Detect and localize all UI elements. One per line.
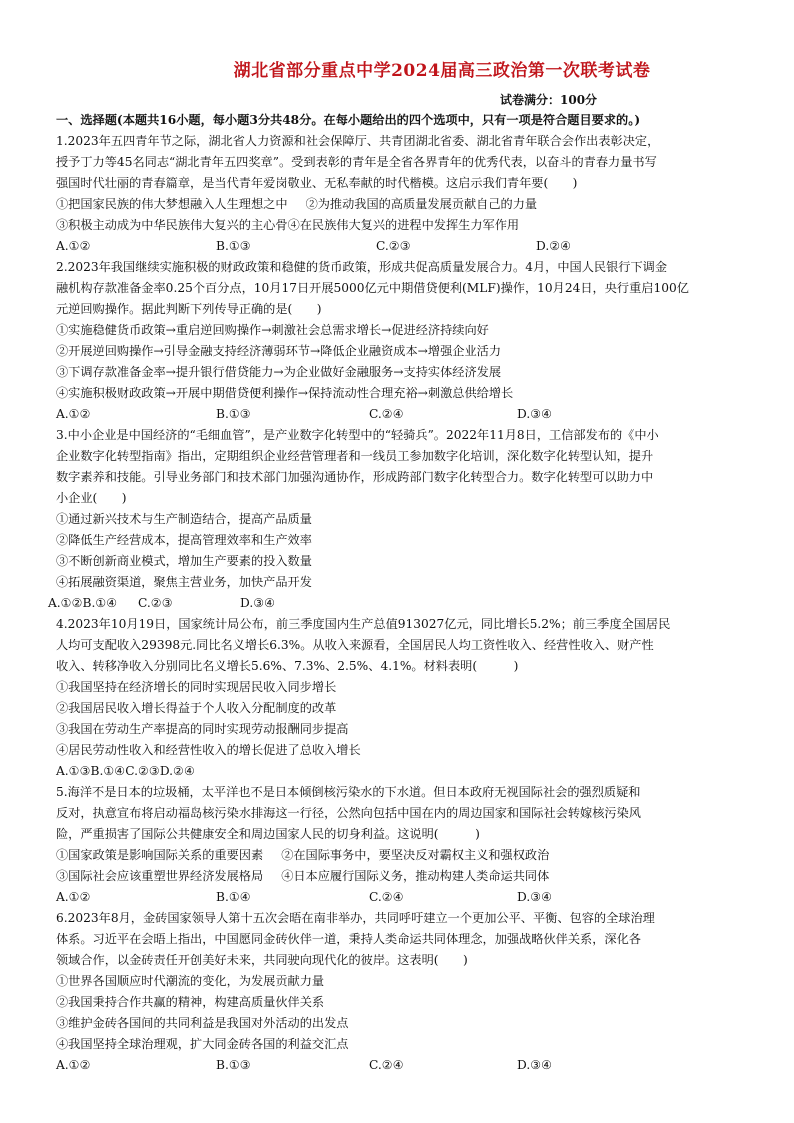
choice-a[interactable]: A.①②: [56, 239, 91, 253]
section-heading: 一、选择题(本题共16小题，每小题3分共48分。在每小题给出的四个选项中，只有一项是符合题目要求的。): [56, 113, 641, 127]
question-line: 强国时代壮丽的青春篇章，是当代青年爱岗敬业、无私奉献的时代楷模。这启示我们青年要( ): [56, 176, 578, 190]
choice-d[interactable]: D.③④: [517, 890, 553, 904]
answer-choices: [48, 593, 746, 614]
question-line: 反对，执意宣布将启动福岛核污染水排海这一行径，公然向包括中国在内的周边国家和国际社会转嫁核污染风: [56, 806, 641, 820]
question-line: 领域合作，以金砖责任开创美好未来，共同驶向现代化的彼岸。这表明( ): [56, 953, 468, 967]
choice-c[interactable]: C.②③: [138, 596, 173, 610]
choice-c[interactable]: C.②③: [376, 239, 411, 253]
choice-b[interactable]: B.①③: [216, 407, 251, 421]
choice-d[interactable]: D.③④: [240, 596, 276, 610]
question-line: 3.中小企业是中国经济的“毛细血管”，是产业数字化转型中的“轻骑兵”。2022年11月8日，工信部发布的《中小: [56, 428, 659, 442]
option-item: ③我国在劳动生产率提高的同时实现劳动报酬同步提高: [56, 722, 349, 736]
question-line: 人均可支配收入29398元.同比名义增长6.3%。从收入来源看，全国居民人均工资性收入、经营性收入、财产性: [56, 638, 654, 652]
choice-b[interactable]: B.①③: [216, 239, 251, 253]
choice-d[interactable]: D.③④: [517, 1058, 553, 1072]
choice-b[interactable]: B.①④: [216, 890, 251, 904]
choice-b[interactable]: B.①③: [216, 1058, 251, 1072]
question-line: 企业数字化转型指南》指出，定期组织企业经营管理者和一线员工参加数字化培训，深化数字化转型认知，提升: [56, 449, 654, 463]
choice-a[interactable]: A.①②: [56, 407, 91, 421]
option-item: ①通过新兴技术与生产制造结合，提高产品质量: [56, 512, 312, 526]
question-line: 6.2023年8月，金砖国家领导人第十五次会晤在南非举办，共同呼吁建立一个更加公平、平衡、包容的全球治理: [56, 911, 655, 925]
question-line: 元逆回购操作。据此判断下列传导正确的是( ): [56, 302, 322, 316]
question-2: [56, 257, 746, 425]
answer-choices: [56, 404, 746, 425]
choice-a[interactable]: A.①②: [56, 890, 91, 904]
option-item: ②降低生产经营成本，提高管理效率和生产效率: [56, 533, 312, 547]
exam-content: [48, 110, 746, 1076]
option-item: ②我国居民收入增长得益于个人收入分配制度的改革: [56, 701, 337, 715]
option-item: ②开展逆回购操作→引导金融支持经济薄弱环节→降低企业融资成本→增强企业活力: [56, 344, 502, 358]
answer-choices: [56, 887, 746, 908]
question-1: [56, 131, 746, 257]
choice-c[interactable]: C.②④: [369, 1058, 404, 1072]
option-item: ③积极主动成为中华民族伟大复兴的主心骨: [56, 218, 288, 232]
question-line: 4.2023年10月19日，国家统计局公布，前三季度国内生产总值913027亿元，同比增长5.2%；前三季度全国居民: [56, 617, 671, 631]
option-item: ②我国秉持合作共赢的精神，构建高质量伙伴关系: [56, 995, 325, 1009]
option-item: ①把国家民族的伟大梦想融入人生理想之中: [56, 197, 288, 211]
option-item: ②为推动我国的高质量发展贡献自己的力量: [305, 197, 538, 211]
question-4: [56, 614, 746, 782]
option-row: [56, 215, 746, 236]
question-line: 数字素养和技能。引导业务部门和技术部门加强沟通协作，形成跨部门数字化转型合力。数字化转型可以助力中: [56, 470, 654, 484]
question-6: [56, 908, 746, 1076]
option-row: [56, 866, 746, 887]
question-line: 1.2023年五四青年节之际，湖北省人力资源和社会保障厅、共青团湖北省委、湖北省青年联合会作出表彰决定，: [56, 134, 660, 148]
option-item: ③国际社会应该重塑世界经济发展格局: [56, 869, 264, 883]
option-item: ①国家政策是影响国际关系的重要因素: [56, 848, 264, 862]
question-line: 险，严重损害了国际公共健康安全和周边国家人民的切身利益。这说明( ): [56, 827, 480, 841]
choice-c[interactable]: C.②④: [369, 407, 404, 421]
answer-choices: [56, 236, 746, 257]
option-item: ④实施积极财政政策→开展中期借贷便利操作→保持流动性合理充裕→刺激总供给增长: [56, 386, 514, 400]
option-item: ③维护金砖各国间的共同利益是我国对外活动的出发点: [56, 1016, 349, 1030]
option-item: ④我国坚持全球治理观，扩大同金砖各国的利益交汇点: [56, 1037, 349, 1051]
choice-a[interactable]: A.①②: [56, 1058, 91, 1072]
question-5: [56, 782, 746, 908]
question-line: 收入、转移净收入分别同比名义增长5.6%、7.3%、2.5%、4.1%。材料表明( ): [56, 659, 519, 673]
option-item: ①实施稳健货币政策→重启逆回购操作→刺激社会总需求增长→促进经济持续向好: [56, 323, 489, 337]
question-line: 授予丁力等45名同志“湖北青年五四奖章”。受到表彰的青年是全省各界青年的优秀代表，以奋斗的青春力量书写: [56, 155, 657, 169]
choice-d[interactable]: D.③④: [517, 407, 553, 421]
choice-a-b[interactable]: A.①②B.①④: [48, 596, 118, 610]
option-item: ④拓展融资渠道，聚焦主营业务，加快产品开发: [56, 575, 312, 589]
option-item: ④居民劳动性收入和经营性收入的增长促进了总收入增长: [56, 743, 361, 757]
option-item: ③不断创新商业模式，增加生产要素的投入数量: [56, 554, 312, 568]
answer-choices: [56, 1055, 746, 1076]
choice-d[interactable]: D.②④: [536, 239, 572, 253]
question-line: 融机构存款准备金率0.25个百分点，10月17日开展5000亿元中期借贷便利(MLF)操作，10月24日，央行重启100亿: [56, 281, 689, 295]
question-3: [48, 425, 746, 614]
score-note: 试卷满分：100分: [500, 93, 598, 107]
option-item: ④日本应履行国际义务，推动构建人类命运共同体: [281, 869, 550, 883]
question-line: 2.2023年我国继续实施积极的财政政策和稳健的货币政策，形成共促高质量发展合力。4月，中国人民银行下调金: [56, 260, 668, 274]
question-line: 5.海洋不是日本的垃圾桶，太平洋也不是日本倾倒核污染水的下水道。但日本政府无视国际社会的强烈质疑和: [56, 785, 641, 799]
option-item: ③下调存款准备金率→提升银行借贷能力→为企业做好金融服务→支持实体经济发展: [56, 365, 502, 379]
option-item: ④在民族伟大复兴的进程中发挥生力军作用: [287, 218, 520, 232]
question-line: 小企业( ): [56, 491, 127, 505]
option-item: ②在国际事务中，要坚决反对霸权主义和强权政治: [281, 848, 550, 862]
answer-choices[interactable]: A.①③B.①④C.②③D.②④: [56, 764, 195, 778]
choice-c[interactable]: C.②④: [369, 890, 404, 904]
option-row: [56, 194, 746, 215]
option-row: [56, 845, 746, 866]
question-line: 体系。习近平在会晤上指出，中国愿同金砖伙伴一道，秉持人类命运共同体理念，加强战略伙伴关系，深化各: [56, 932, 641, 946]
exam-title: 湖北省部分重点中学2024届高三政治第一次联考试卷: [233, 61, 651, 81]
option-item: ①我国坚持在经济增长的同时实现居民收入同步增长: [56, 680, 337, 694]
option-item: ①世界各国顺应时代潮流的变化，为发展贡献力量: [56, 974, 325, 988]
